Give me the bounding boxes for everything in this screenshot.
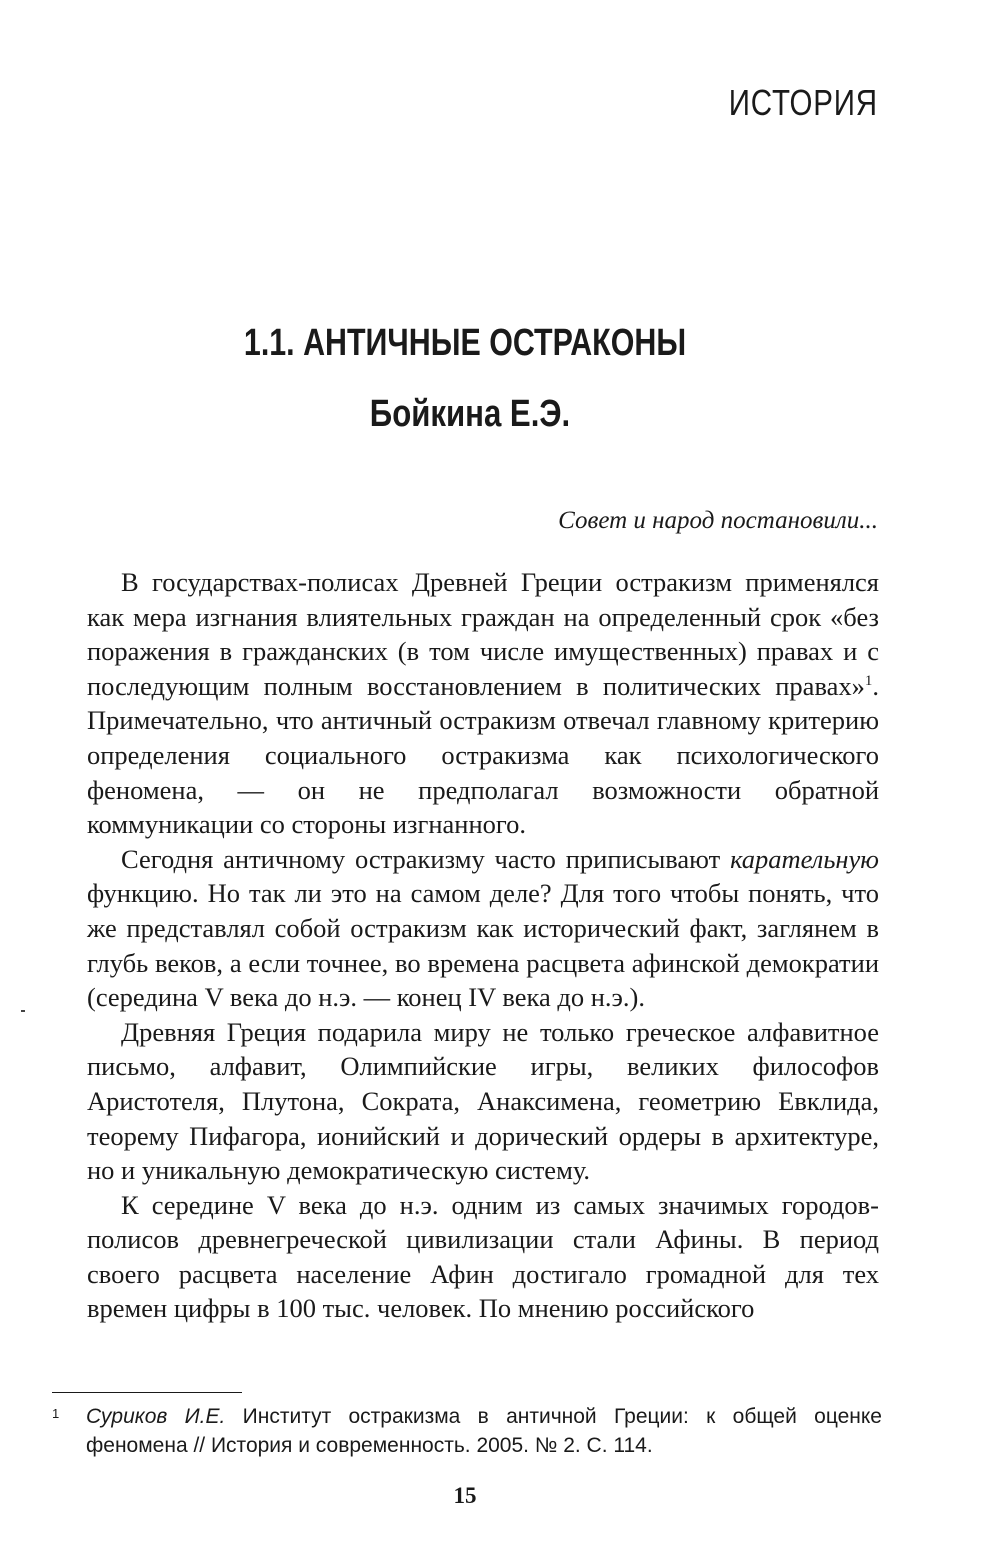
scan-speck bbox=[21, 1010, 25, 1012]
chapter-title: 1.1. АНТИЧНЫЕ ОСТРАКОНЫ bbox=[243, 322, 687, 364]
footnote bbox=[52, 1402, 882, 1460]
body-text bbox=[87, 565, 879, 1326]
paragraph-2 bbox=[87, 842, 879, 1015]
paragraph-3: Древняя Греция подарила миру не только греческое алфавитное письмо, алфавит, Олимпийские игры, великих философов Аристотеля, Плутона, Сократа, Анаксимена, геометрию Евклида, теорему Пифагора, ионийский и дорический ордеры в архитектуре, но и уникальную демократическую систему. bbox=[87, 1016, 879, 1186]
paragraph-text: В государствах-полисах Древней Греции остракизм применялся как мера изгнания влиятельных граждан на определенный срок «без поражения в гражданских (в том числе имущественных) правах и с последующим полным восстановлением в политических правах» bbox=[87, 567, 879, 701]
footnote-divider bbox=[52, 1392, 242, 1393]
footnote-text bbox=[86, 1402, 882, 1460]
paragraph-text: Сегодня античному остракизму часто приписывают bbox=[121, 843, 731, 874]
footnote-reference[interactable]: 1 bbox=[864, 672, 873, 689]
running-header-section: ИСТОРИЯ bbox=[728, 82, 878, 123]
emphasis-text: карательную bbox=[730, 843, 879, 874]
page-number: 15 bbox=[453, 1483, 477, 1508]
epigraph: Совет и народ постановили... bbox=[558, 507, 878, 534]
paragraph-1 bbox=[87, 565, 879, 842]
footnote-citation: Институт остракизма в античной Греции: к общей оценке феномена // История и современность. 2005. № 2. С. 114. bbox=[86, 1405, 882, 1457]
footnote-mark: 1 bbox=[52, 1406, 60, 1421]
paragraph-text: . Примечательно, что античный остракизм отвечал главному критерию определения социального остракизма как психологического феномена, — он не предполагал возможности обратной коммуникации со стороны изгнанного. bbox=[87, 670, 879, 840]
footnote-author: Суриков И.Е. bbox=[86, 1405, 226, 1428]
paragraph-text: функцию. Но так ли это на самом деле? Для того чтобы понять, что же представлял собой остракизм как исторический факт, заглянем в глубь веков, а если точнее, во времена расцвета афинской демократии (середина V века до н.э. — конец IV века до н.э.). bbox=[87, 878, 879, 1013]
paragraph-4: К середине V века до н.э. одним из самых значимых городов-полисов древнегреческой цивилизации стали Афины. В период своего расцвета население Афин достигало громадной для тех времен цифры в 100 тыс. человек. По мнению российского bbox=[87, 1189, 879, 1324]
chapter-author: Бойкина Е.Э. bbox=[369, 393, 571, 435]
